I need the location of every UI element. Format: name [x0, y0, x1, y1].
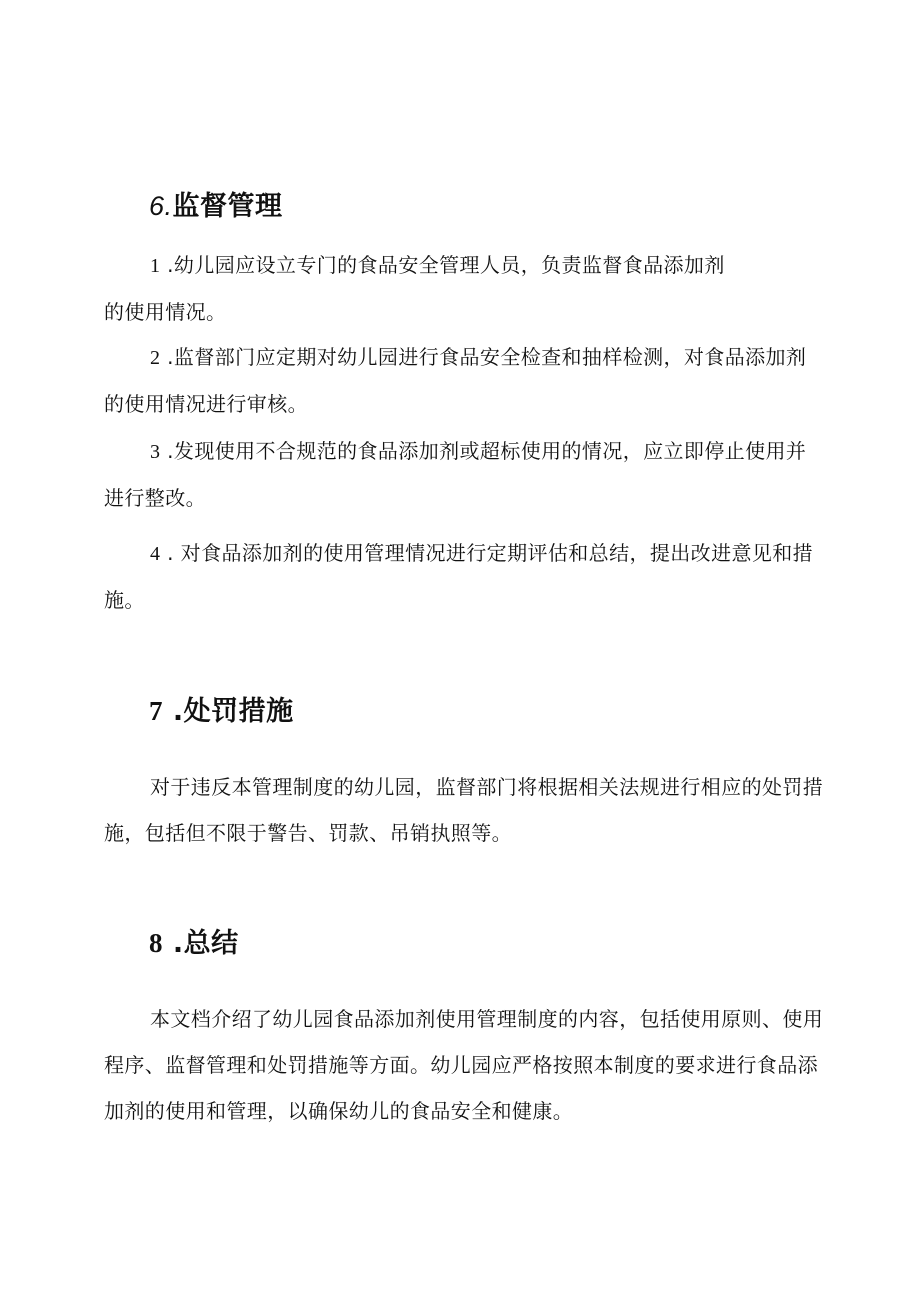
section-7-body: 对于违反本管理制度的幼儿园，监督部门将根据相关法规进行相应的处罚措施，包括但不限于警告、罚款、吊销执照等。: [104, 775, 824, 845]
section-6-item-4: [104, 530, 824, 623]
item-3-number: 3: [150, 441, 161, 463]
section-7-title: .处罚措施: [163, 696, 294, 727]
section-6-title: 监督管理: [172, 191, 283, 222]
section-8-body: 本文档介绍了幼儿园食品添加剂使用管理制度的内容，包括使用原则、使用程序、监督管理和处罚措施等方面。幼儿园应严格按照本制度的要求进行食品添加剂的使用和管理，以确保幼儿的食品安全和健康。: [104, 1007, 824, 1123]
section-6-number: 6.: [149, 191, 173, 221]
section-7-heading: [149, 693, 294, 730]
section-6-item-2: [104, 334, 824, 427]
section-8-heading: [149, 925, 239, 962]
section-8-number: 8: [149, 928, 163, 958]
section-7-number: 7: [149, 696, 163, 726]
section-8-title: .总结: [163, 928, 239, 959]
section-6-heading: [149, 188, 283, 225]
section-6-item-1: [104, 242, 744, 335]
item-3-text: .发现使用不合规范的食品添加剂或超标使用的情况，应立即停止使用并进行整改。: [104, 439, 807, 510]
item-2-text: .监督部门应定期对幼儿园进行食品安全检查和抽样检测，对食品添加剂的使用情况进行审核。: [104, 345, 807, 416]
item-1-text: .幼儿园应设立专门的食品安全管理人员，负责监督食品添加剂的使用情况。: [104, 253, 725, 324]
section-6-item-3: [104, 428, 824, 521]
item-4-text: . 对食品添加剂的使用管理情况进行定期评估和总结，提出改进意见和措施。: [104, 541, 814, 612]
item-4-number: 4: [150, 543, 161, 565]
item-1-number: 1: [150, 255, 161, 277]
item-2-number: 2: [150, 347, 161, 369]
